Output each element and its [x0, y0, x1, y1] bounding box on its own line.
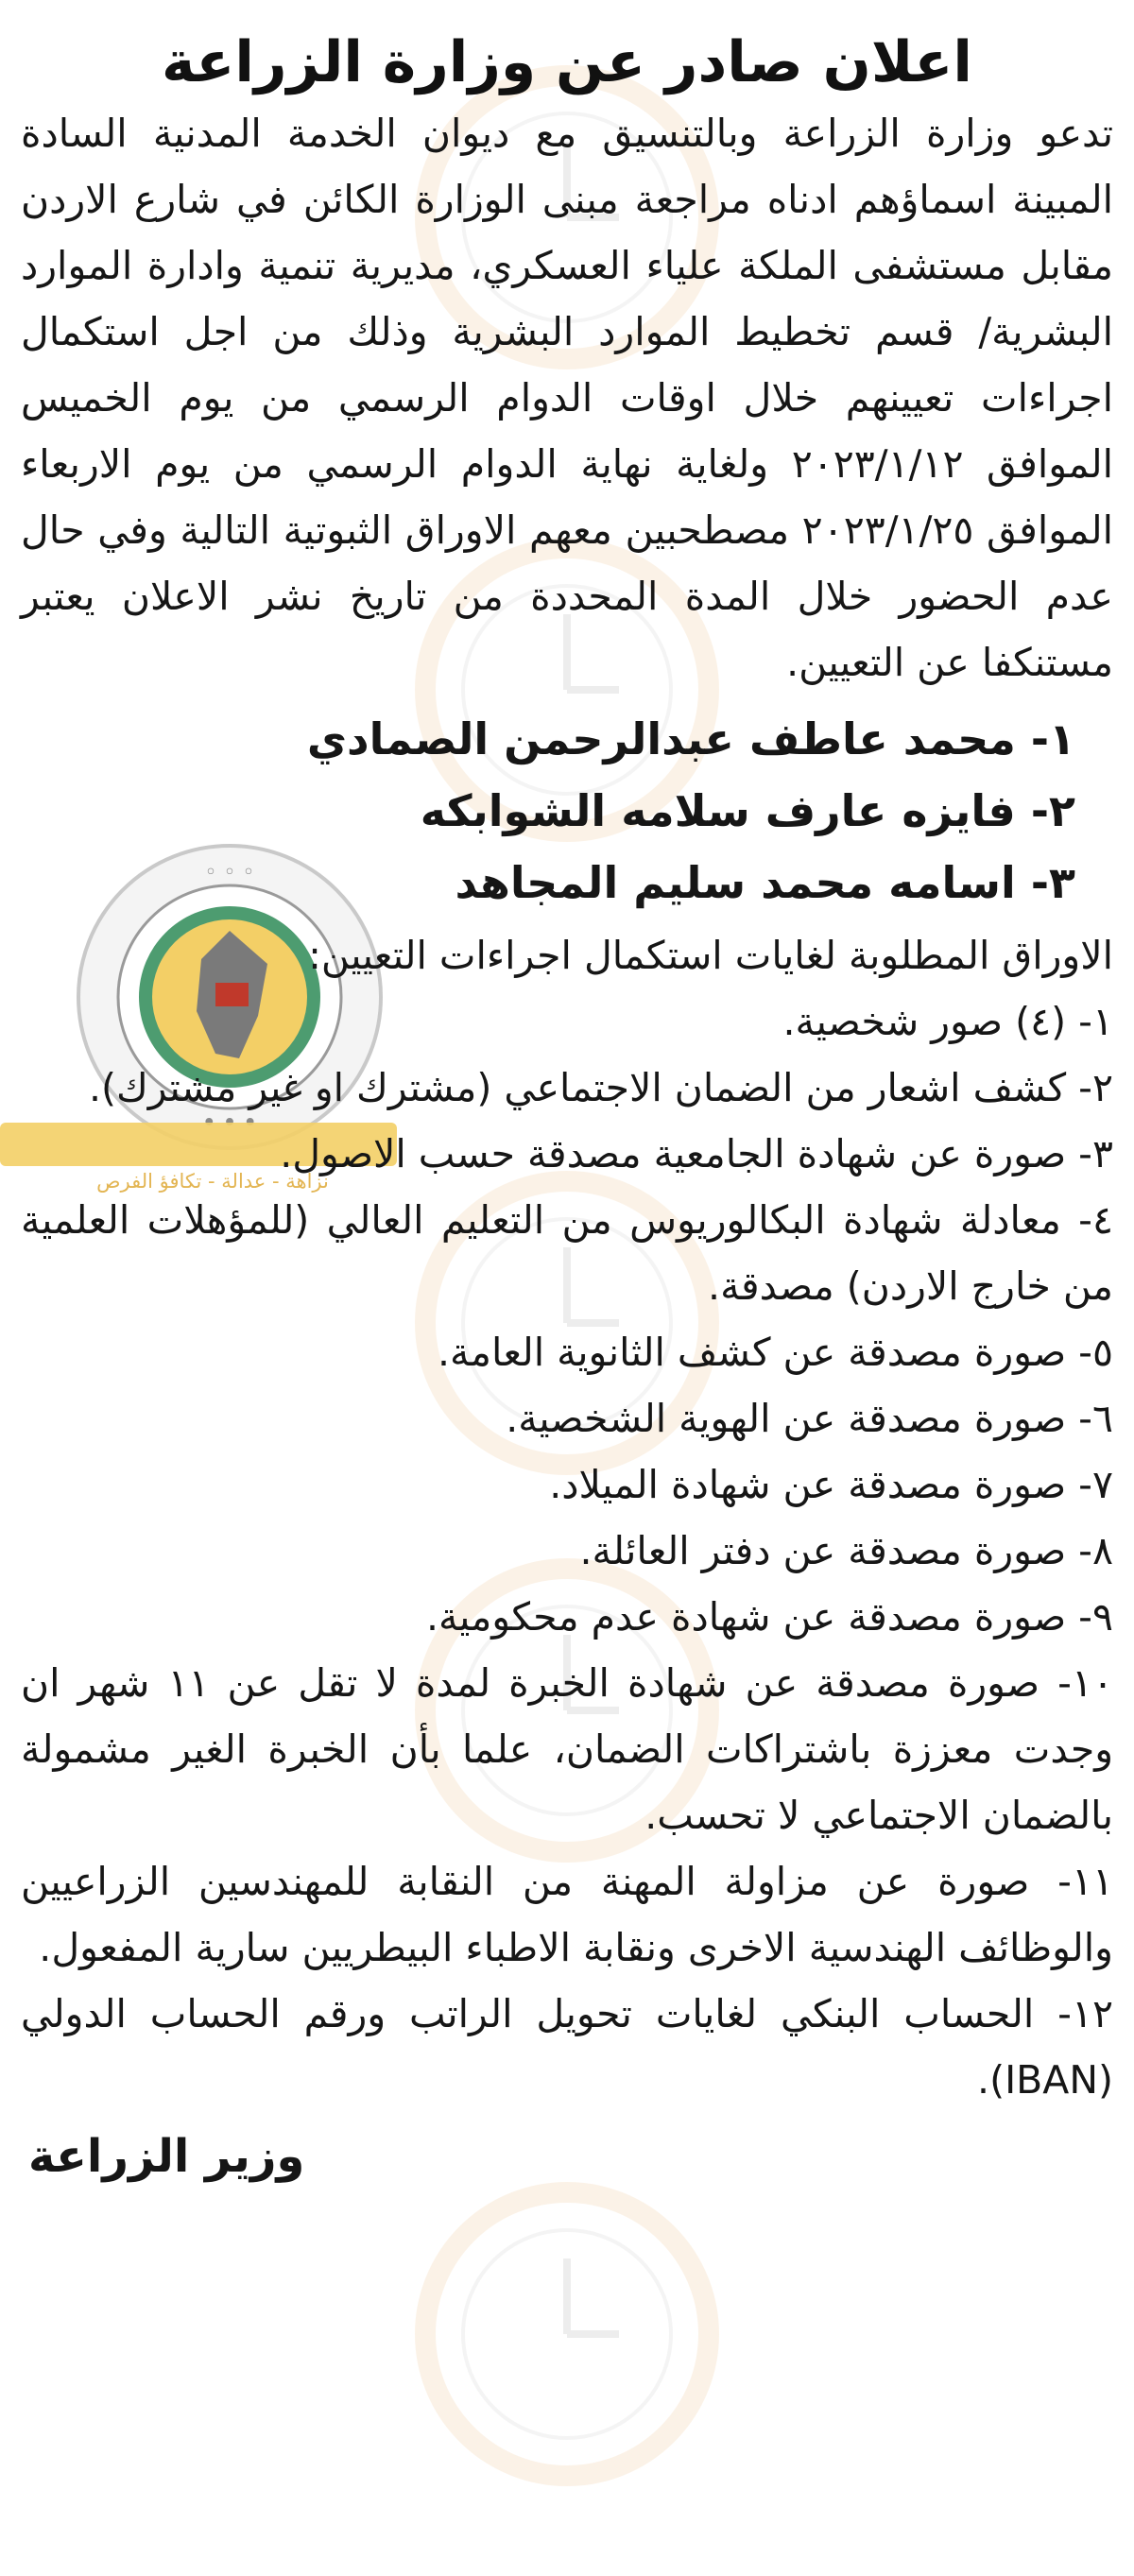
announcement-title: اعلان صادر عن وزارة الزراعة	[162, 29, 972, 95]
list-item: ٣- صورة عن شهادة الجامعية مصدقة حسب الاصول.	[280, 1131, 1113, 1176]
list-item: ٥- صورة مصدقة عن كشف الثانوية العامة.	[438, 1330, 1113, 1375]
intro-paragraph: تدعو وزارة الزراعة وبالتنسيق مع ديوان الخدمة المدنية السادة المبينة اسماؤهم ادناه مراجعة مبنى الوزارة الكائن في شارع الاردن مقابل مستشفى الملكة علياء العسكري، مديرية تنمية وادارة الموارد البشرية/ قسم تخطيط الموارد البشرية وذلك من اجل استكمال اجراءات تعيينهم خلال اوقات الدوام الرسمي من يوم الخميس الموافق ٢٠٢٣/١/١٢ ولغاية نهاية الدوام الرسمي من يوم الاربعاء الموافق ٢٠٢٣/١/٢٥ مصطحبين معهم الاوراق الثبوتية التالية وفي حال عدم الحضور خلال المدة المحددة من تاريخ نشر الاعلان يعتبر مستنكفا عن التعيين.	[21, 111, 1114, 685]
list-item: ١- محمد عاطف عبدالرحمن الصمادي	[306, 713, 1075, 764]
list-item: ١٢- الحساب البنكي لغايات تحويل الراتب ورقم الحساب الدولي (IBAN).	[21, 1991, 1113, 2103]
list-item: ٧- صورة مصدقة عن شهادة الميلاد.	[549, 1462, 1113, 1507]
list-item: ١١- صورة عن مزاولة المهنة من النقابة للمهندسين الزراعيين والوظائف الهندسية الاخرى ونقابة الاطباء البيطريين سارية المفعول.	[21, 1859, 1113, 1970]
documents-heading: الاوراق المطلوبة لغايات استكمال اجراءات التعيين:	[308, 933, 1113, 978]
signature: وزير الزراعة	[28, 2130, 305, 2183]
list-item: ٩- صورة مصدقة عن شهادة عدم محكومية.	[425, 1594, 1113, 1640]
list-item: ٨- صورة مصدقة عن دفتر العائلة.	[579, 1528, 1113, 1573]
svg-text:◦ ◦ ◦: ◦ ◦ ◦	[204, 861, 255, 884]
list-item: ٢- كشف اشعار من الضمان الاجتماعي (مشترك او غير مشترك).	[88, 1065, 1113, 1110]
names-list	[21, 703, 1113, 919]
seal-motto: نزاهة - عدالة - تكافؤ الفرص	[96, 1170, 329, 1193]
signature-block	[21, 2113, 1113, 2183]
clock-icon	[406, 2173, 728, 2495]
list-item: ١٠- صورة مصدقة عن شهادة الخبرة لمدة لا تقل عن ١١ شهر ان وجدت معززة باشتراكات الضمان، علما بأن الخبرة الغير مشمولة بالضمان الاجتماعي لا تحسب.	[21, 1660, 1113, 1838]
list-item: ٦- صورة مصدقة عن الهوية الشخصية.	[506, 1396, 1113, 1441]
list-item: ٢- فايزه عارف سلامه الشوابكه	[420, 785, 1075, 836]
list-item: ٤- معادلة شهادة البكالوريوس من التعليم العالي (للمؤهلات العلمية من خارج الاردن) مصدقة.	[21, 1197, 1113, 1309]
list-item: ١- (٤) صور شخصية.	[782, 999, 1113, 1044]
documents-list	[21, 988, 1113, 2113]
list-item: ٣- اسامه محمد سليم المجاهد	[455, 857, 1075, 908]
